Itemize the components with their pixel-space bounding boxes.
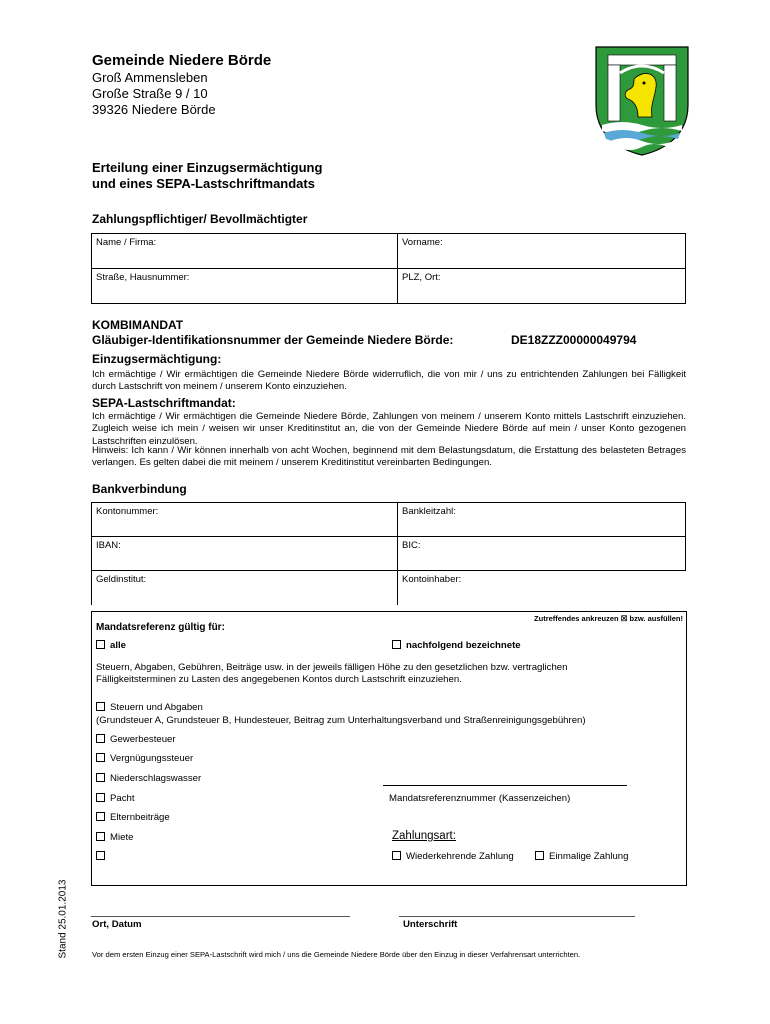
bank-code-field[interactable] xyxy=(398,503,686,537)
kombimandat-heading: KOMBIMANDAT xyxy=(92,318,184,332)
sepa-heading: SEPA-Lastschriftmandat: xyxy=(92,396,236,410)
coat-of-arms-icon xyxy=(594,45,690,157)
option-all-label: alle xyxy=(110,640,127,651)
bank-table xyxy=(91,502,686,605)
checkbox-all[interactable] xyxy=(96,640,105,649)
option-recurring-label: Wiederkehrende Zahlung xyxy=(406,851,514,862)
item-parent-fees-label: Elternbeiträge xyxy=(110,812,170,823)
mandate-box xyxy=(91,611,687,886)
item-trade-tax[interactable] xyxy=(96,734,176,745)
zip-label: PLZ, Ort: xyxy=(402,272,441,283)
option-following-label: nachfolgend bezeichnete xyxy=(406,640,521,651)
place-date-line[interactable] xyxy=(91,916,350,917)
place-date-label: Ort, Datum xyxy=(92,919,142,930)
checkbox-trade-tax[interactable] xyxy=(96,734,105,743)
item-rent-label: Miete xyxy=(110,832,134,843)
payment-type-label: Zahlungsart: xyxy=(392,830,456,842)
item-taxes-detail: (Grundsteuer A, Grundsteuer B, Hundesteuer, Beitrag zum Unterhaltungsverband und Straßenreinigungsgebühren) xyxy=(96,715,586,726)
option-one-time-label: Einmalige Zahlung xyxy=(549,851,629,862)
reference-number-line[interactable] xyxy=(383,785,627,786)
checkbox-one-time[interactable] xyxy=(535,851,544,860)
checkbox-lease[interactable] xyxy=(96,793,105,802)
checkbox-following[interactable] xyxy=(392,640,401,649)
checkbox-entertainment-tax[interactable] xyxy=(96,753,105,762)
option-following[interactable] xyxy=(392,640,521,651)
creditor-id-label: Gläubiger-Identifikationsnummer der Gemeinde Niedere Börde: xyxy=(92,333,454,347)
checkbox-other[interactable] xyxy=(96,851,105,860)
item-other[interactable] xyxy=(96,851,110,862)
holder-label: Kontoinhaber: xyxy=(402,574,462,585)
address-line-2: Große Straße 9 / 10 xyxy=(92,86,208,101)
option-all[interactable] xyxy=(96,640,126,651)
checkbox-rent[interactable] xyxy=(96,832,105,841)
item-trade-tax-label: Gewerbesteuer xyxy=(110,734,176,745)
name-field[interactable] xyxy=(92,234,398,269)
first-name-label: Vorname: xyxy=(402,237,443,248)
institute-field[interactable] xyxy=(92,571,398,605)
option-recurring[interactable] xyxy=(392,851,514,862)
item-rainwater-label: Niederschlagswasser xyxy=(110,773,202,784)
item-parent-fees[interactable] xyxy=(96,812,170,823)
form-title-line-1: Erteilung einer Einzugsermächtigung xyxy=(92,160,323,175)
zip-city-field[interactable] xyxy=(398,269,686,304)
bic-label: BIC: xyxy=(402,540,421,551)
item-taxes[interactable] xyxy=(96,702,203,713)
signature-line[interactable] xyxy=(399,916,635,917)
address-line-1: Groß Ammensleben xyxy=(92,70,208,85)
signature-label: Unterschrift xyxy=(403,919,458,930)
option-one-time[interactable] xyxy=(535,851,628,862)
reference-number-label: Mandatsreferenznummer (Kassenzeichen) xyxy=(389,793,571,804)
item-lease-label: Pacht xyxy=(110,793,135,804)
einzug-text: Ich ermächtige / Wir ermächtigen die Gemeinde Niedere Börde widerruflich, die von mir / uns zu entrichtenden Zahlungen bei Fälligkeit durch Lastschrift von meinem / unserem Konto einzuziehen. xyxy=(92,369,686,393)
mandate-text-line-2: Fälligkeitsterminen zu Lasten des angegebenen Kontos durch Lastschrift einzuziehen. xyxy=(96,674,462,685)
checkbox-recurring[interactable] xyxy=(392,851,401,860)
street-field[interactable] xyxy=(92,269,398,304)
side-stamp: Stand 25.01.2013 xyxy=(57,879,69,959)
institute-label: Geldinstitut: xyxy=(96,574,147,585)
account-number-label: Kontonummer: xyxy=(96,506,159,517)
bank-code-label: Bankleitzahl: xyxy=(402,506,456,517)
address-line-3: 39326 Niedere Börde xyxy=(92,102,216,117)
bank-heading: Bankverbindung xyxy=(92,482,187,496)
payer-heading: Zahlungspflichtiger/ Bevollmächtigter xyxy=(92,212,308,226)
creditor-id: DE18ZZZ00000049794 xyxy=(511,333,637,347)
org-name: Gemeinde Niedere Börde xyxy=(92,52,272,69)
bic-field[interactable] xyxy=(398,537,686,571)
item-lease[interactable] xyxy=(96,793,135,804)
payer-table xyxy=(91,233,686,304)
item-entertainment-tax-label: Vergnügungssteuer xyxy=(110,753,194,764)
iban-field[interactable] xyxy=(92,537,398,571)
item-rent[interactable] xyxy=(96,832,133,843)
sepa-hint: Hinweis: Ich kann / Wir können innerhalb von acht Wochen, beginnend mit dem Belastungsdatum, die Erstattung des belasteten Betrages verlangen. Es gelten dabei die mit meinem / unserem Kreditinstitut vereinbarten Bedingungen. xyxy=(92,445,686,469)
footer-note: Vor dem ersten Einzug einer SEPA-Lastschrift wird mich / uns die Gemeinde Niedere Börde über den Einzug in dieser Verfahrensart unterrichten. xyxy=(92,950,581,959)
checkbox-rainwater[interactable] xyxy=(96,773,105,782)
account-number-field[interactable] xyxy=(92,503,398,537)
form-title-line-2: und eines SEPA-Lastschriftmandats xyxy=(92,176,315,191)
sepa-text: Ich ermächtige / Wir ermächtigen die Gemeinde Niedere Börde, Zahlungen von meinem / unserem Konto mittels Lastschrift einzuziehen. Zugleich weise ich mein / weisen wir unser Kreditinstitut an, die von der Gemeinde Niedere Börde auf mein / unser Konto gezogenen Lastschriften einzulösen. xyxy=(92,411,686,447)
name-label: Name / Firma: xyxy=(96,237,157,248)
first-name-field[interactable] xyxy=(398,234,686,269)
street-label: Straße, Hausnummer: xyxy=(96,272,190,283)
einzug-heading: Einzugsermächtigung: xyxy=(92,352,222,366)
checkbox-taxes[interactable] xyxy=(96,702,105,711)
iban-label: IBAN: xyxy=(96,540,121,551)
item-taxes-label: Steuern und Abgaben xyxy=(110,702,203,713)
checkbox-parent-fees[interactable] xyxy=(96,812,105,821)
item-rainwater[interactable] xyxy=(96,773,201,784)
item-entertainment-tax[interactable] xyxy=(96,753,193,764)
mandate-text-line-1: Steuern, Abgaben, Gebühren, Beiträge usw. in der jeweils fälligen Höhe zu den gesetzlichen bzw. vertraglichen xyxy=(96,662,568,673)
mandate-hint: Zutreffendes ankreuzen ☒ bzw. ausfüllen! xyxy=(534,614,683,623)
holder-field[interactable] xyxy=(398,571,686,605)
mandate-heading: Mandatsreferenz gültig für: xyxy=(96,622,225,633)
